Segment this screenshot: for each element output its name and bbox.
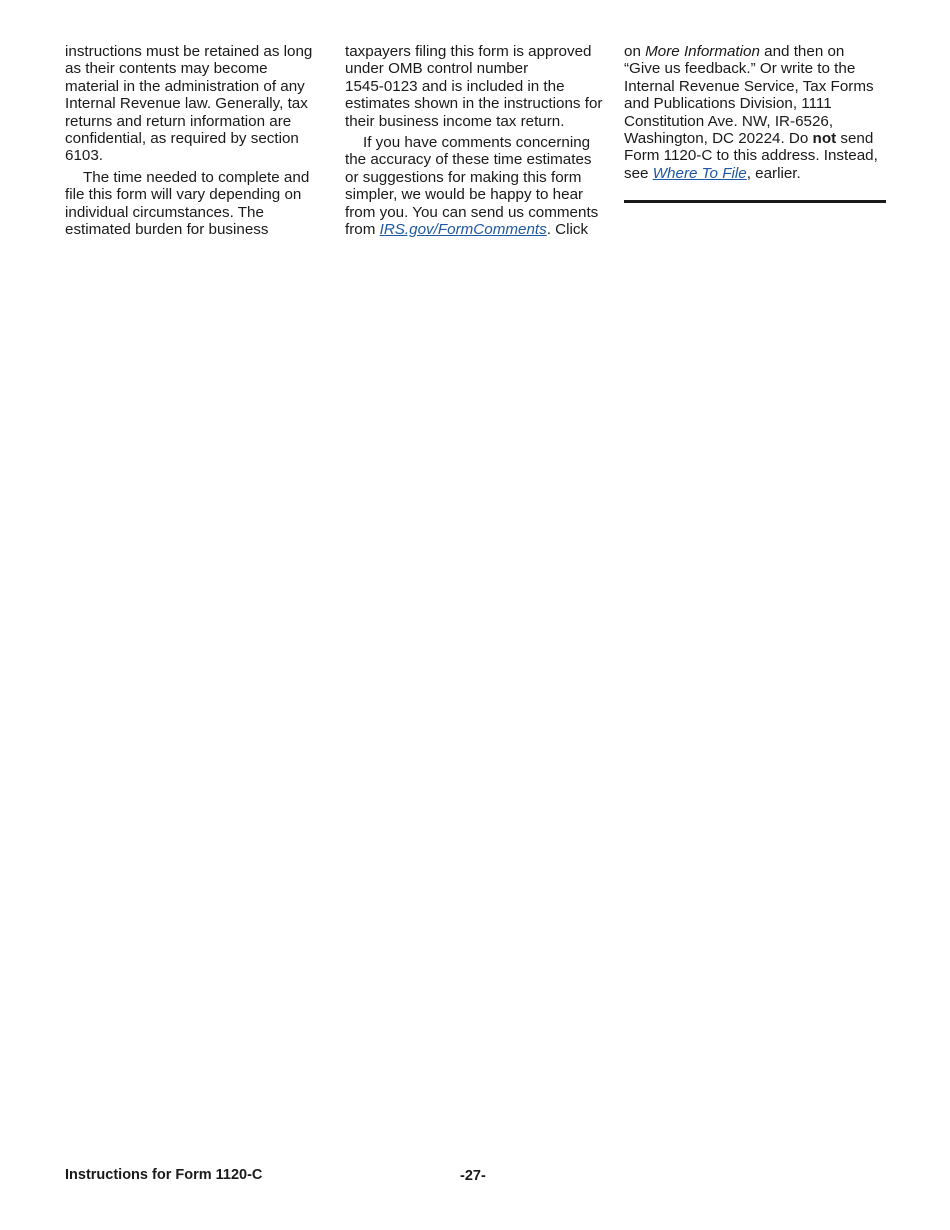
feedback-text-start: on xyxy=(624,43,646,60)
text-column-1 xyxy=(65,43,327,238)
end-divider xyxy=(624,200,886,203)
not-bold: not xyxy=(812,130,837,148)
comments-paragraph xyxy=(345,134,607,238)
omb-paragraph: taxpayers filing this form is approved under OMB control number 1545-0123 and is included in the estimates shown in the instructions for their business income tax return. xyxy=(345,43,603,130)
text-column-3 xyxy=(624,43,886,203)
feedback-end-text: , earlier. xyxy=(746,164,801,182)
where-to-file-link[interactable]: Where To File xyxy=(652,164,747,182)
footer-title: Instructions for Form 1120-C xyxy=(65,1167,263,1183)
feedback-address-text: and then on “Give us feedback.” Or write to the Internal Revenue Service, Tax Forms and Publications Division, 1111 Constitution Ave. NW, IR-6526, Washington, DC 20224. Do xyxy=(624,43,874,148)
more-information-italic: More Information xyxy=(645,43,760,60)
comments-after-link: . Click xyxy=(546,221,589,239)
retention-paragraph: instructions must be retained as long as their contents may become material in the administration of any Internal Revenue law. Generally, tax returns and return information are confidential, as required by section 6103. xyxy=(65,43,313,165)
form-comments-link[interactable]: IRS.gov/FormComments xyxy=(379,221,547,239)
comments-text: If you have comments concerning the accuracy of these time estimates or suggestions for making this form simpler, we would be happy to hear from you. You can send us comments from xyxy=(345,134,599,239)
text-column-2 xyxy=(345,43,607,238)
burden-paragraph: The time needed to complete and file this form will vary depending on individual circumstances. The estimated burden for business xyxy=(65,168,310,239)
feedback-instead-text: send Form 1120-C to this address. Instead, see xyxy=(624,130,878,182)
page-number: -27- xyxy=(460,1168,486,1184)
feedback-paragraph xyxy=(624,43,886,182)
